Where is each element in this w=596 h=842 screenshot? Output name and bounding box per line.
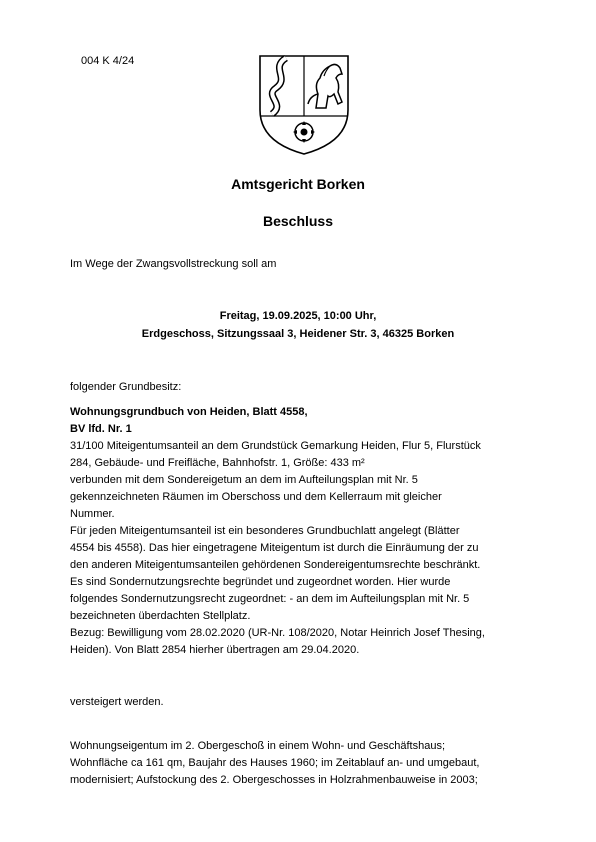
property-line: Bezug: Bewilligung vom 28.02.2020 (UR-Nr. 108/2020, Notar Heinrich Josef Thesing, (70, 627, 485, 639)
description-line: Wohnungseigentum im 2. Obergeschoß in einem Wohn- und Geschäftshaus; (70, 740, 446, 752)
outcome-text: versteigert werden. (70, 696, 164, 708)
property-line: verbunden mit dem Sondereigetum an dem im Aufteilungsplan mit Nr. 5 (70, 474, 418, 486)
appointment-date-time: Freitag, 19.09.2025, 10:00 Uhr, (219, 310, 377, 322)
court-name: Amtsgericht Borken (231, 176, 365, 192)
intro-text: Im Wege der Zwangsvollstreckung soll am (70, 258, 277, 270)
property-line: Für jeden Miteigentumsanteil ist ein besonderes Grundbuchlatt angelegt (Blätter (70, 525, 460, 537)
property-line: Heiden). Von Blatt 2854 hierher übertragen am 29.04.2020. (70, 644, 360, 656)
property-line: 31/100 Miteigentumsanteil an dem Grundstück Gemarkung Heiden, Flur 5, Flurstück (70, 440, 481, 452)
property-line: 284, Gebäude- und Freifläche, Bahnhofstr. 1, Größe: 433 m² (70, 457, 365, 469)
land-register: Wohnungsgrundbuch von Heiden, Blatt 4558, (70, 406, 308, 418)
property-line: folgendes Sondernutzungsrecht zugeordnet: - an dem im Aufteilungsplan mit Nr. 5 (70, 593, 470, 605)
document-title: Beschluss (262, 213, 334, 229)
bv-number: BV lfd. Nr. 1 (70, 423, 132, 435)
property-line: gekennzeichneten Räumen im Oberschoss und dem Kellerraum mit gleicher (70, 491, 442, 503)
property-block (70, 404, 530, 659)
property-line: 4554 bis 4558). Das hier eingetragene Miteigentum ist durch die Einräumung der zu (70, 542, 479, 554)
case-number: 004 K 4/24 (81, 55, 135, 67)
property-line: Nummer. (70, 508, 115, 520)
appointment-location: Erdgeschoss, Sitzungssaal 3, Heidener Str. 3, 46325 Borken (141, 328, 455, 340)
property-line: den anderen Miteigentumsanteilen gehördenen Sondereigentumsrechte beschränkt. (70, 559, 481, 571)
property-intro: folgender Grundbesitz: (70, 381, 182, 393)
property-line: Es sind Sondernutzungsrechte begründet und zugeordnet worden. Hier wurde (70, 576, 451, 588)
property-line: bezeichneten überdachten Stellplatz. (70, 610, 251, 622)
coat-of-arms-icon (256, 50, 352, 156)
description-line: Wohnfläche ca 161 qm, Baujahr des Hauses 1960; im Zeitablauf an- und umgebaut, (70, 757, 480, 769)
description-line: modernisiert; Aufstockung des 2. Obergeschosses in Holzrahmenbauweise in 2003; (70, 774, 478, 786)
description-block (70, 738, 530, 789)
